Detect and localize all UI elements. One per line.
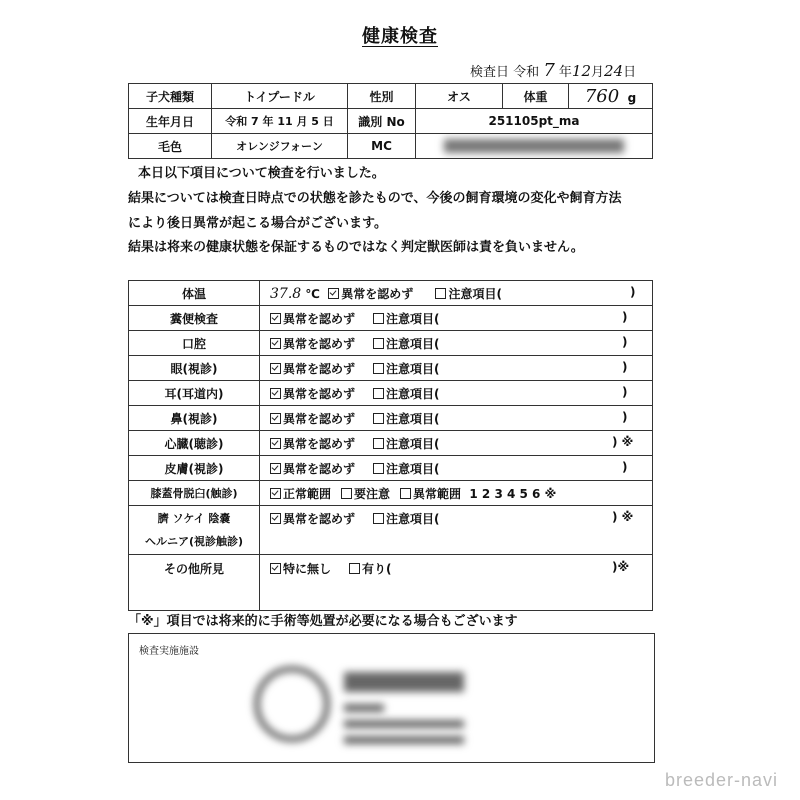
profile-table: [128, 83, 653, 159]
exam-row-hernia: 臍 ソケイ 陰嚢 ヘルニア(視診触診) 異常を認めず 注意項目( ) ※: [129, 506, 653, 555]
sex-value: オス: [416, 84, 503, 109]
breed-label: 子犬種類: [129, 84, 212, 109]
exam-row: 眼(視診) 異常を認めず 注意項目( ): [129, 356, 653, 381]
exam-row-patella: 膝蓋骨脱臼(触診) 正常範囲 要注意 異常範囲 1 2 3 4 5 6 ※: [129, 481, 653, 506]
checkbox-icon[interactable]: [349, 563, 360, 574]
exam-row-temperature: 体温 37.8 ℃ 異常を認めず 注意項目( ): [129, 281, 653, 306]
checkbox-icon[interactable]: [373, 513, 384, 524]
weight-label: 体重: [503, 84, 569, 109]
checkbox-icon[interactable]: [270, 388, 281, 399]
mc-label: MC: [348, 134, 416, 159]
patella-grades: 1 2 3 4 5 6 ※: [469, 486, 557, 501]
watermark: breeder-navi: [664, 770, 778, 790]
notice-line-1: 本日以下項目について検査を行いました。: [138, 166, 385, 181]
checkbox-icon[interactable]: [270, 413, 281, 424]
id-value: 251105pt_ma: [416, 109, 653, 134]
weight-value: 760 g: [569, 84, 653, 109]
checkbox-icon[interactable]: [270, 438, 281, 449]
checkbox-icon[interactable]: [373, 363, 384, 374]
notice-line-4: 結果は将来の健康状態を保証するものではなく判定獣医師は責を負いません。: [128, 240, 584, 255]
exam-row: 耳(耳道内) 異常を認めず 注意項目( ): [129, 381, 653, 406]
exam-row: 糞便検査 異常を認めず 注意項目( ): [129, 306, 653, 331]
document-title: 健康検査: [362, 26, 438, 47]
exam-table: [128, 280, 653, 611]
facility-postal-redacted: [344, 704, 384, 712]
checkbox-icon[interactable]: [373, 388, 384, 399]
checkbox-icon[interactable]: [373, 413, 384, 424]
breed-value: トイプードル: [212, 84, 348, 109]
checkbox-icon[interactable]: [270, 313, 281, 324]
facility-address-redacted: [344, 720, 464, 728]
birth-label: 生年月日: [129, 109, 212, 134]
birth-value: 令和 7 年 11 月 5 日: [212, 109, 348, 134]
temperature-value: 37.8: [270, 285, 302, 302]
facility-phone-redacted: [344, 736, 464, 744]
checkbox-icon[interactable]: [341, 488, 352, 499]
color-label: 毛色: [129, 134, 212, 159]
checkbox-icon[interactable]: [373, 313, 384, 324]
checkbox-icon[interactable]: [328, 288, 339, 299]
facility-label: 検査実施施設: [139, 646, 199, 657]
checkbox-icon[interactable]: [373, 338, 384, 349]
notice-line-2: 結果については検査日時点での状態を診たもので、今後の飼育環境の変化や飼育方法: [128, 191, 622, 206]
exam-date: 検査日 令和 7 年12月24日: [470, 60, 637, 81]
footnote: 「※」項目では将来的に手術等処置が必要になる場合もございます: [128, 614, 518, 629]
exam-row: 心臓(聴診) 異常を認めず 注意項目( ) ※: [129, 431, 653, 456]
checkbox-icon[interactable]: [270, 513, 281, 524]
exam-row: 口腔 異常を認めず 注意項目( ): [129, 331, 653, 356]
notice-line-3: により後日異常が起こる場合がございます。: [128, 216, 387, 231]
facility-box: [128, 633, 655, 763]
checkbox-icon[interactable]: [270, 563, 281, 574]
checkbox-icon[interactable]: [373, 438, 384, 449]
checkbox-icon[interactable]: [270, 488, 281, 499]
checkbox-icon[interactable]: [435, 288, 446, 299]
exam-row-other: その他所見 特に無し 有り( )※: [129, 555, 653, 611]
checkbox-icon[interactable]: [373, 463, 384, 474]
checkbox-icon[interactable]: [400, 488, 411, 499]
facility-name-redacted: [344, 672, 464, 692]
sex-label: 性別: [348, 84, 416, 109]
id-label: 識別 No: [348, 109, 416, 134]
facility-logo-icon: [254, 666, 330, 742]
checkbox-icon[interactable]: [270, 338, 281, 349]
checkbox-icon[interactable]: [270, 463, 281, 474]
mc-value-redacted: [416, 134, 653, 159]
color-value: オレンジフォーン: [212, 134, 348, 159]
checkbox-icon[interactable]: [270, 363, 281, 374]
exam-row: 鼻(視診) 異常を認めず 注意項目( ): [129, 406, 653, 431]
exam-row: 皮膚(視診) 異常を認めず 注意項目( ): [129, 456, 653, 481]
